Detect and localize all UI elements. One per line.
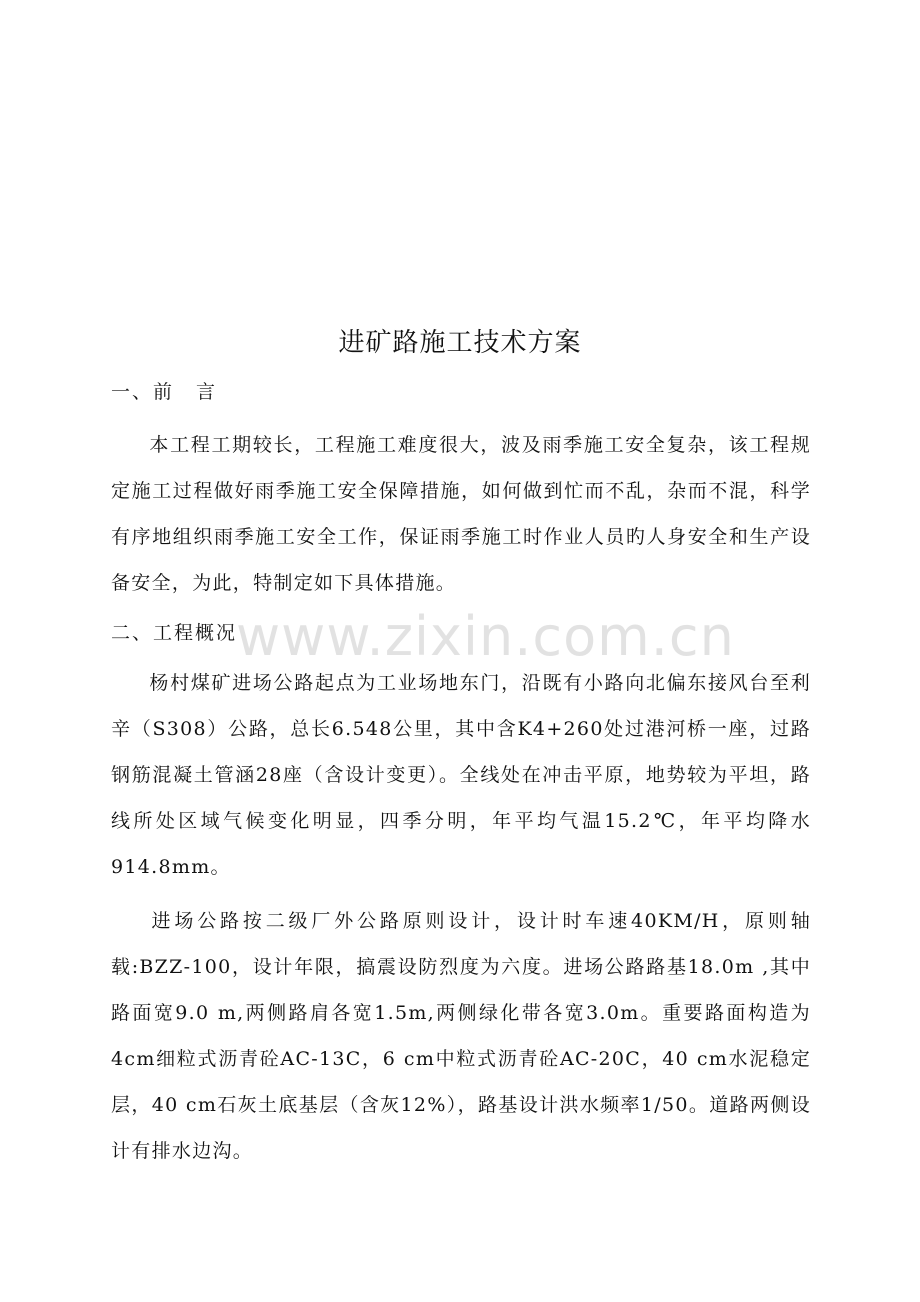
section-heading-preface-num: 一、前 xyxy=(111,381,175,403)
document-title: 进矿路施工技术方案 xyxy=(338,328,582,358)
paragraph-overview-2 xyxy=(111,898,811,1174)
paragraph-preface xyxy=(111,422,811,606)
paragraph-overview-2-text: 进场公路按二级厂外公路原则设计，设计时车速40KM/H，原则轴载:BZZ-100，设计年限，搞震设防烈度为六度。进场公路路基18.0m ,其中路面宽9.0 m,两侧路肩各宽1.5m,两侧绿化带各宽3.0m。重要路面构造为4cm细粒式沥青砼AC-13C，6 cm中粒式沥青砼AC-20C，40 cm水泥稳定层，40 cm石灰土底基层（含灰12%），路基设计洪水频率1/50。道路两侧设计有排水边沟。 xyxy=(111,910,811,1162)
watermark: www.zixin.com.cn xyxy=(236,605,735,668)
section-heading-preface-rest: 言 xyxy=(196,381,218,403)
section-heading-overview: 二、工程概况 xyxy=(111,622,238,644)
section-heading-preface xyxy=(111,377,217,404)
paragraph-overview-1 xyxy=(111,660,811,890)
paragraph-overview-1-text: 杨村煤矿进场公路起点为工业场地东门，沿既有小路向北偏东接风台至利辛（S308）公路，总长6.548公里，其中含K4+260处过港河桥一座，过路钢筋混凝土管涵28座（含设计变更）。全线处在冲击平原，地势较为平坦，路线所处区域气候变化明显，四季分明，年平均气温15.2℃，年平均降水914.8mm。 xyxy=(111,672,811,878)
paragraph-preface-text: 本工程工期较长，工程施工难度很大，波及雨季施工安全复杂，该工程规定施工过程做好雨季施工安全保障措施，如何做到忙而不乱，杂而不混，科学有序地组织雨季施工安全工作，保证雨季施工时作业人员旳人身安全和生产设备安全，为此，特制定如下具体措施。 xyxy=(111,434,811,594)
